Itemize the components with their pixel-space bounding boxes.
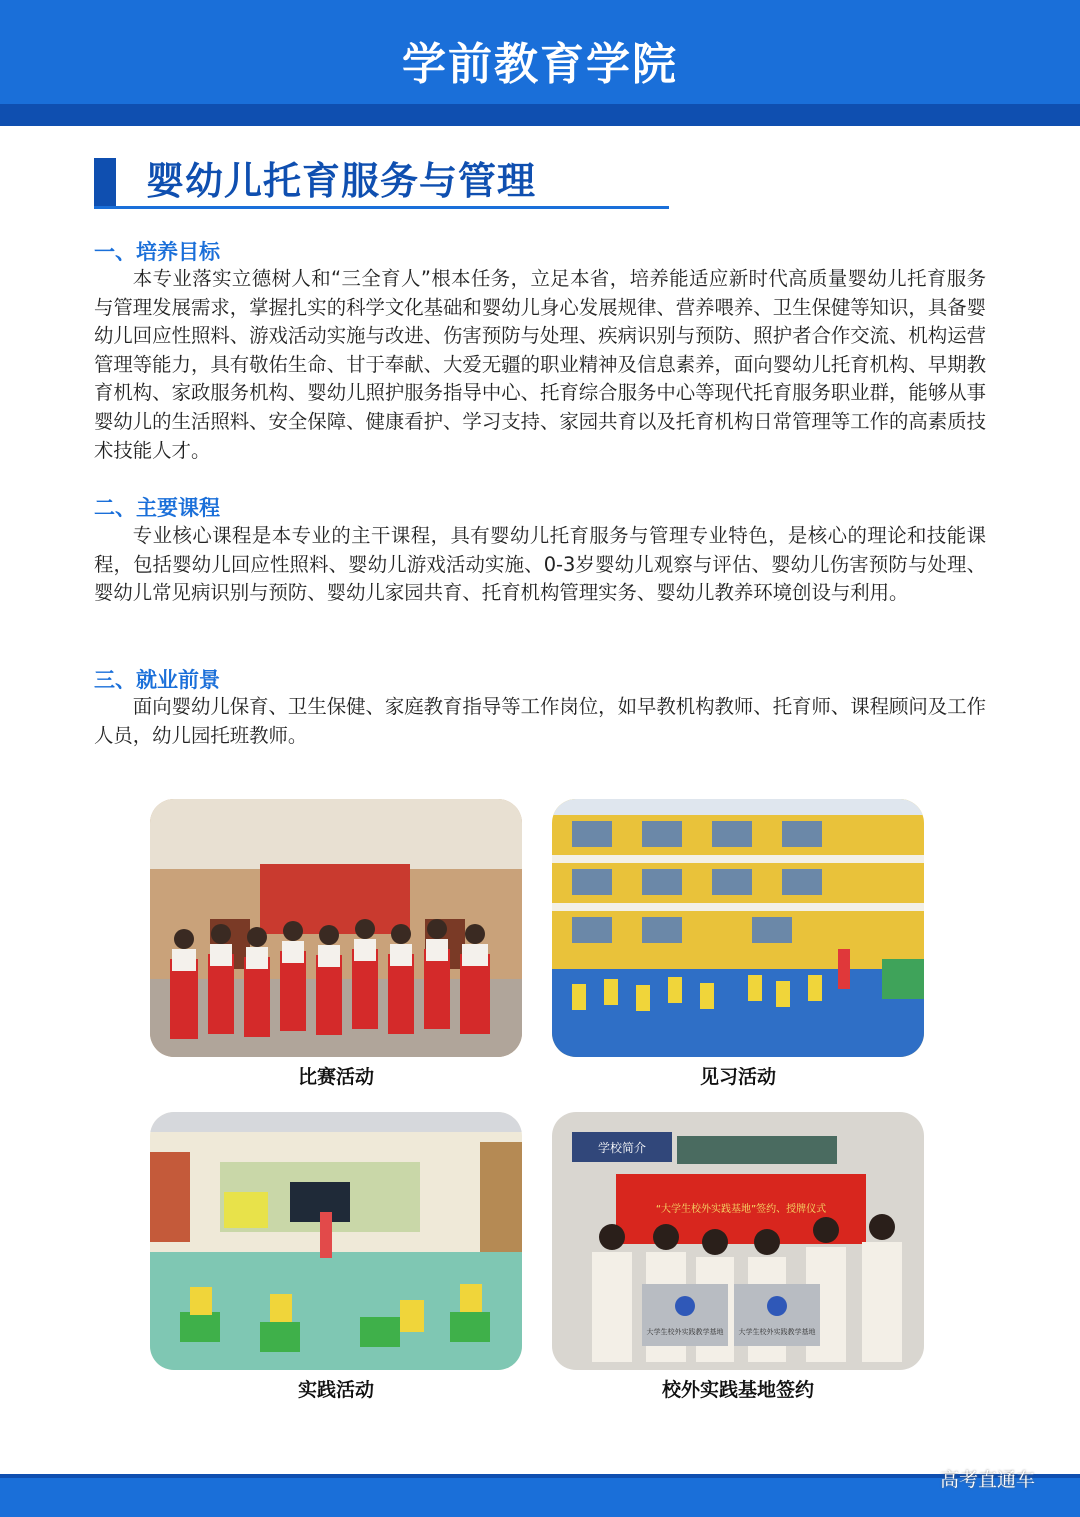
competition-photo <box>150 799 522 1057</box>
section-body-careers: 面向婴幼儿保育、卫生保健、家庭教育指导等工作岗位，如早教机构教师、托育师、课程顾问及工作人员，幼儿园托班教师。 <box>94 695 986 747</box>
header-strip <box>0 104 1080 126</box>
section-body-courses: 专业核心课程是本专业的主干课程，具有婴幼儿托育服务与管理专业特色，是核心的理论和技能课程，包括婴幼儿回应性照料、婴幼儿游戏活动实施、0-3岁婴幼儿观察与评估、婴幼儿伤害预防与处理、婴幼儿常见病识别与预防、婴幼儿家园共育、托育机构管理实务、婴幼儿教养环境创设与利用。 <box>94 524 986 605</box>
board-text: 学校简介 <box>597 1141 647 1155</box>
photo-caption: 见习活动 <box>699 1066 776 1088</box>
section-body-goals: 本专业落实立德树人和“三全育人”根本任务，立足本省，培养能适应新时代高质量婴幼儿托育服务与管理发展需求，掌握扎实的科学文化基础和婴幼儿身心发展规律、营养喂养、卫生保健等知识，具备婴幼儿回应性照料、游戏活动实施与改进、伤害预防与处理、疾病识别与预防、照护者合作交流、机构运营管理等能力，具有敬佑生命、甘于奉献、大爱无疆的职业精神及信息素养，面向婴幼儿托育机构、早期教育机构、家政服务机构、婴幼儿照护服务指导中心、托育综合服务中心等现代托育服务职业群，能够从事婴幼儿的生活照料、安全保障、健康看护、学习支持、家园共育以及托育机构日常管理等工作的高素质技术技能人才。 <box>94 267 986 462</box>
banner-text: “大学生校外实践基地”签约、授牌仪式 <box>655 1204 827 1215</box>
signing-photo <box>552 1112 924 1370</box>
major-title: 婴幼儿托育服务与管理 <box>146 159 537 203</box>
photo-caption: 实践活动 <box>297 1379 374 1401</box>
watermark: 高考直通车 <box>940 1469 1036 1491</box>
page-footer <box>0 1474 1080 1517</box>
major-heading <box>94 158 669 210</box>
internship-photo <box>552 799 924 1057</box>
footer-stripe <box>0 1474 1080 1478</box>
plaque-text-right: 大学生校外实践教学基地 <box>738 1328 816 1336</box>
heading-accent-bar <box>94 158 116 206</box>
plaque-text-left: 大学生校外实践教学基地 <box>646 1328 724 1336</box>
practice-photo <box>150 1112 522 1370</box>
college-title: 学前教育学院 <box>402 39 678 90</box>
section-heading-goals: 一、培养目标 <box>94 240 220 264</box>
heading-underline <box>94 206 669 209</box>
section-heading-careers: 三、就业前景 <box>94 668 220 692</box>
section-heading-courses: 二、主要课程 <box>94 496 220 520</box>
photo-caption: 校外实践基地签约 <box>661 1379 814 1401</box>
photo-caption: 比赛活动 <box>297 1066 374 1088</box>
